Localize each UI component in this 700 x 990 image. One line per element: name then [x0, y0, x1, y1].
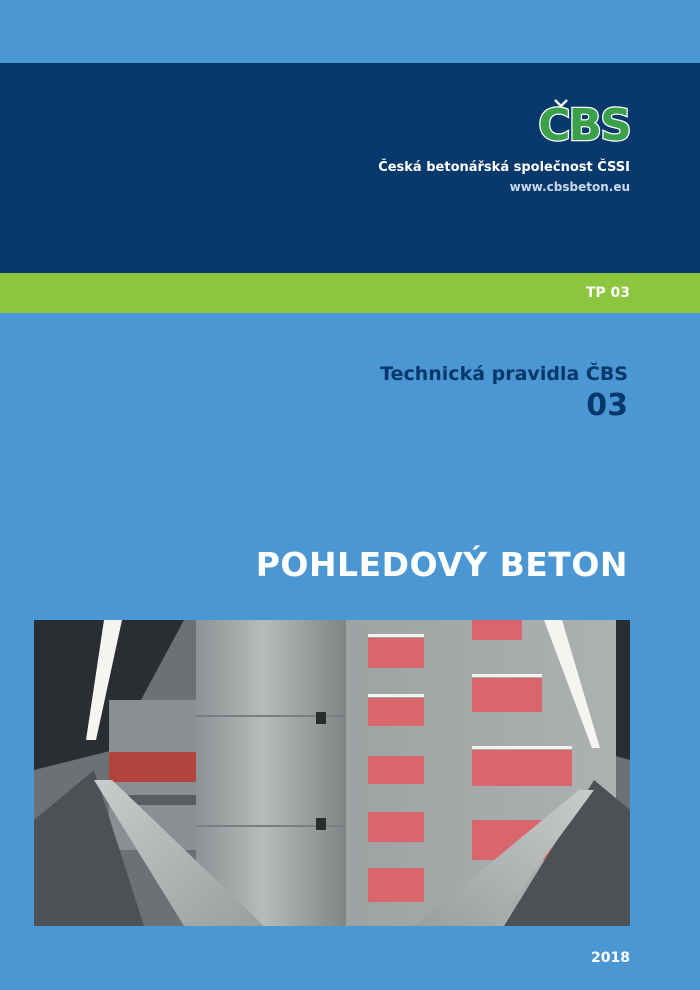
organization-website: www.cbsbeton.eu [509, 180, 630, 194]
document-title: POHLEDOVÝ BETON [255, 545, 628, 584]
organization-name: Česká betonářská společnost ČSSI [378, 160, 630, 175]
series-title: Technická pravidla ČBS [380, 363, 628, 385]
series-number: 03 [586, 388, 628, 423]
svg-text:CBS: CBS [538, 100, 630, 148]
cbs-logo [536, 98, 632, 148]
publication-year: 2018 [591, 950, 630, 966]
concrete-atrium-photo [34, 620, 630, 926]
document-code: TP 03 [585, 285, 630, 301]
